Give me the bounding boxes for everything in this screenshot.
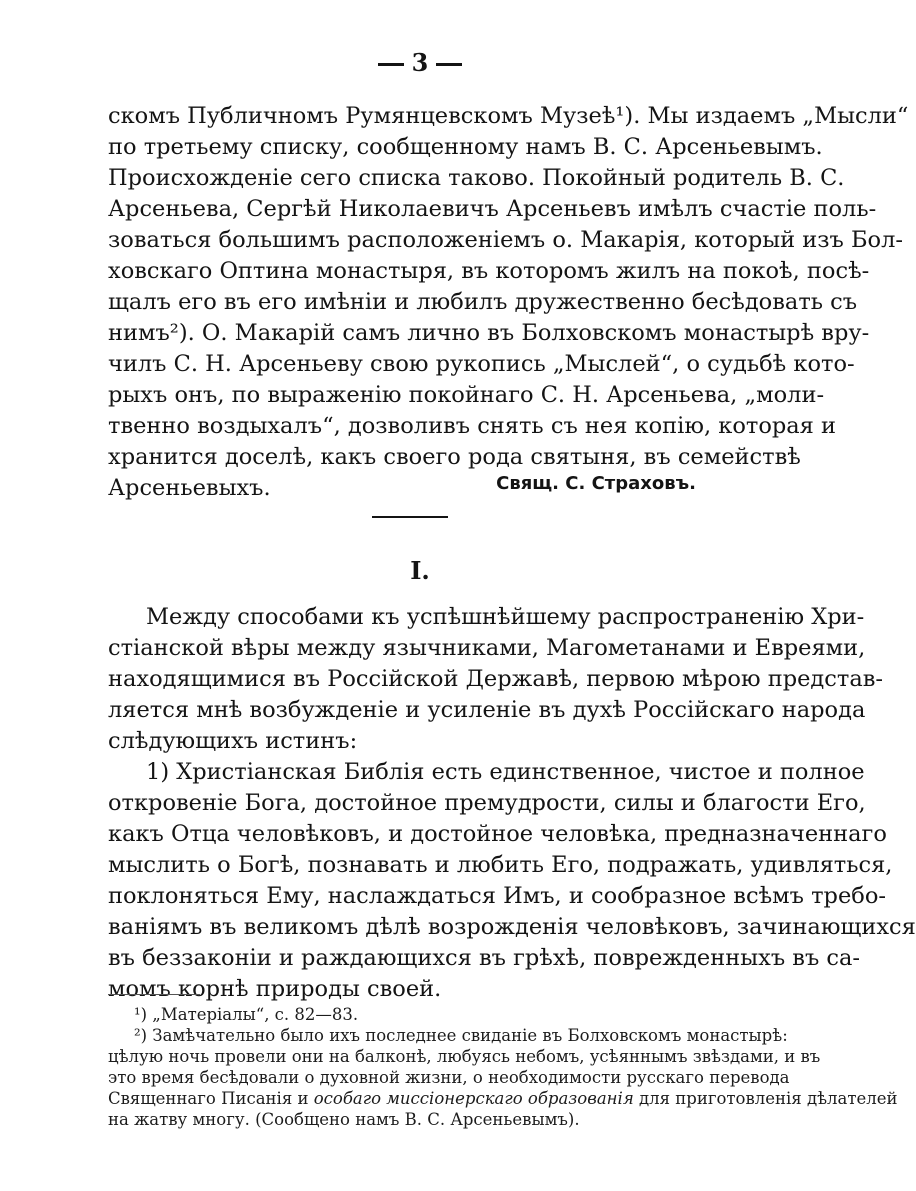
intro-line: твенно воздыхалъ“, дозволивъ снять съ нея копію, которая и [108, 413, 837, 439]
footnote-2-line [108, 1088, 898, 1109]
intro-line: Арсеньева, Сергѣй Николаевичъ Арсеньевъ имѣлъ счастіе поль- [108, 196, 877, 222]
intro-line: по третьему списку, сообщенному намъ В. С. Арсеньевымъ. [108, 134, 823, 160]
body-line: момъ корнѣ природы своей. [108, 976, 442, 1002]
section-number: I. [410, 556, 430, 585]
body-line: въ беззаконіи и раждающихся въ грѣхѣ, поврежденныхъ въ са- [108, 945, 861, 971]
header-dash-left [378, 63, 404, 66]
footnote-2-line: цѣлую ночь провели они на балконѣ, любуясь небомъ, усѣяннымъ звѣздами, и въ [108, 1047, 821, 1066]
intro-line: Происхожденіе сего списка таково. Покойный родитель В. С. [108, 165, 845, 191]
footnote-1: ¹) „Матеріалы“, с. 82—83. [134, 1005, 359, 1024]
footnote-2-line: это время бесѣдовали о духовной жизни, о необходимости русскаго перевода [108, 1068, 790, 1087]
intro-line: рыхъ онъ, по выраженію покойнаго С. Н. Арсеньева, „моли- [108, 382, 825, 408]
section-divider [372, 516, 448, 518]
body-line: поклоняться Ему, наслаждаться Имъ, и сообразное всѣмъ требо- [108, 883, 886, 909]
page-header [0, 48, 840, 77]
footnote-2-text: для приготовленія дѣлателей [633, 1089, 898, 1108]
intro-line: хранится доселѣ, какъ своего рода святыня, въ семействѣ [108, 444, 801, 470]
signature: Свящ. С. Страховъ. [496, 473, 696, 494]
intro-line: скомъ Публичномъ Румянцевскомъ Музеѣ¹). Мы издаемъ „Мысли“ [108, 103, 909, 129]
footnote-2-line: ²) Замѣчательно было ихъ последнее свиданіе въ Болховскомъ монастырѣ: [134, 1026, 788, 1045]
footnote-2-line: на жатву многу. (Сообщено намъ В. С. Арсеньевымъ). [108, 1110, 580, 1129]
footnote-rule [108, 994, 200, 995]
body-line: стіанской вѣры между язычниками, Магометанами и Евреями, [108, 635, 866, 661]
body-line: ваніямъ въ великомъ дѣлѣ возрожденія человѣковъ, зачинающихся [108, 914, 916, 940]
body-line: какъ Отца человѣковъ, и достойное человѣка, предназначеннаго [108, 821, 887, 847]
intro-line: щалъ его въ его имѣніи и любилъ дружественно бесѣдовать съ [108, 289, 858, 315]
intro-line: ховскаго Оптина монастыря, въ которомъ жилъ на покоѣ, посѣ- [108, 258, 870, 284]
intro-line: чилъ С. Н. Арсеньеву свою рукопись „Мыслей“, о судьбѣ кото- [108, 351, 855, 377]
body-line: слѣдующихъ истинъ: [108, 728, 358, 754]
header-dash-right [436, 63, 462, 66]
intro-line: зоваться большимъ расположеніемъ о. Макарія, который изъ Бол- [108, 227, 904, 253]
body-line: находящимися въ Россійской Державѣ, первою мѣрою представ- [108, 666, 884, 692]
footnote-2-text: Священнаго Писанія и [108, 1089, 314, 1108]
intro-line: Арсеньевыхъ. [108, 475, 271, 501]
body-line: 1) Христіанская Библія есть единственное, чистое и полное [146, 759, 865, 785]
body-line: откровеніе Бога, достойное премудрости, силы и благости Его, [108, 790, 866, 816]
body-line: мыслить о Богѣ, познавать и любить Его, подражать, удивляться, [108, 852, 893, 878]
intro-line: нимъ²). О. Макарій самъ лично въ Болховскомъ монастырѣ вру- [108, 320, 870, 346]
body-line: ляется мнѣ возбужденіе и усиленіе въ духѣ Россійскаго народа [108, 697, 866, 723]
body-line: Между способами къ успѣшнѣйшему распространенію Хри- [146, 604, 865, 630]
page-number: 3 [411, 48, 429, 77]
footnote-2-italic: особаго миссіонерскаго образованія [313, 1089, 634, 1108]
